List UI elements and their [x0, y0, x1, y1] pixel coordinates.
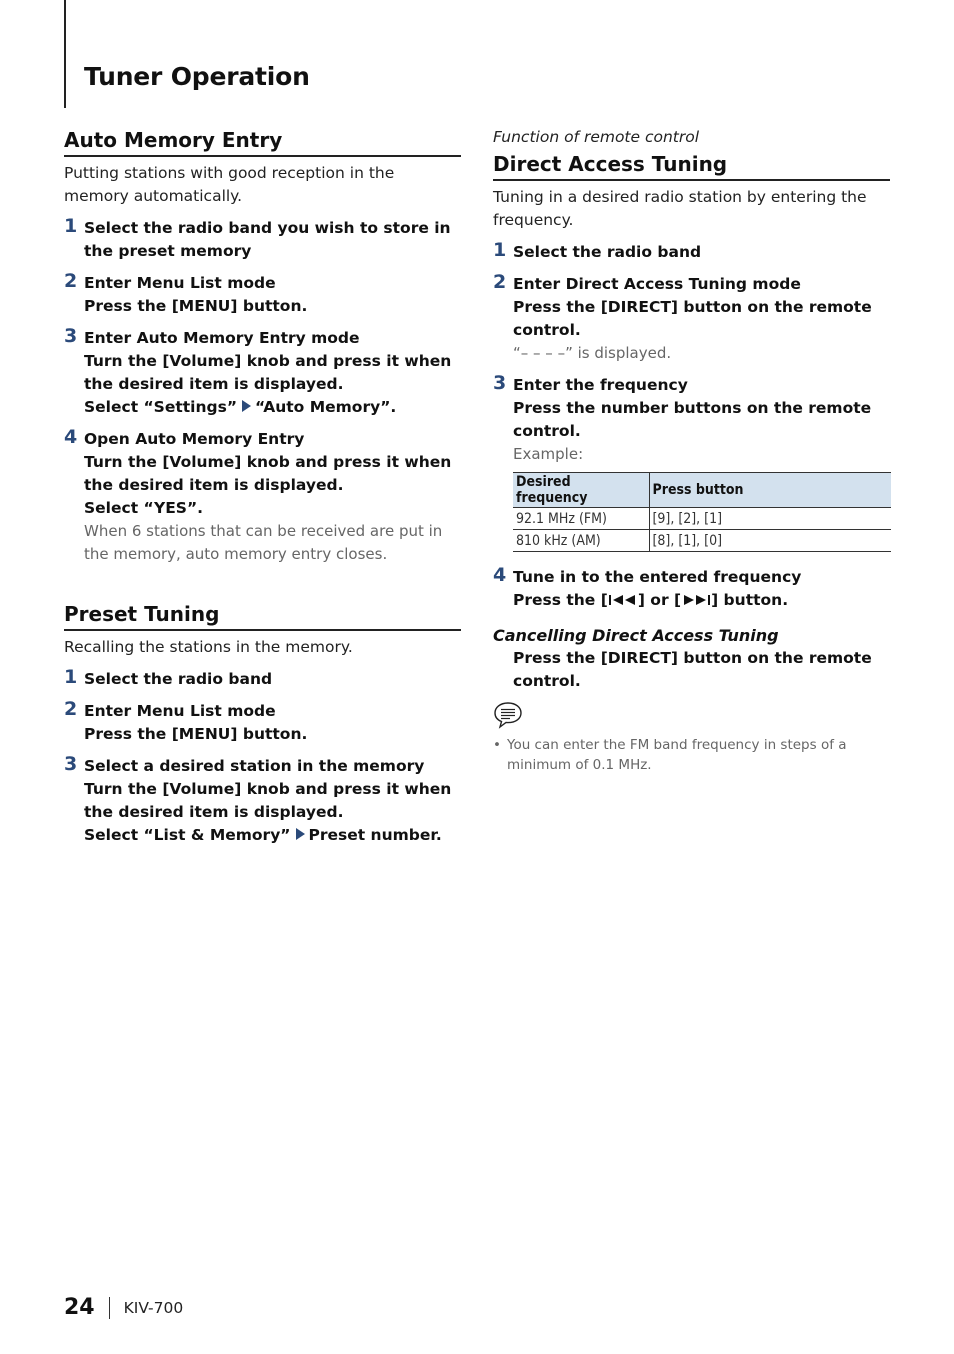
- select-path-start: Select “Settings”: [84, 398, 238, 416]
- chevron-right-icon: [242, 400, 251, 412]
- bullet-dot: •: [493, 737, 501, 753]
- step-heading: Enter Menu List mode: [84, 274, 276, 292]
- section-intro: Tuning in a desired radio station by entering the frequency.: [493, 188, 867, 229]
- step-heading: Open Auto Memory Entry: [84, 430, 305, 448]
- step-number: 1: [64, 666, 78, 688]
- section-title-auto-memory: Auto Memory Entry: [64, 126, 461, 157]
- step-note: Example:: [513, 445, 584, 463]
- step-number: 1: [493, 239, 507, 261]
- step: [493, 566, 890, 612]
- step: [493, 374, 890, 552]
- step-number: 3: [64, 753, 78, 775]
- select-path-end: Preset number.: [308, 826, 442, 844]
- step-heading: Enter the frequency: [513, 376, 688, 394]
- section-title-direct-access: Direct Access Tuning: [493, 150, 890, 181]
- right-column: [493, 126, 890, 775]
- step-number: 2: [64, 698, 78, 720]
- table-cell: [8], [1], [0]: [649, 530, 891, 552]
- table-cell: 810 kHz (AM): [513, 530, 649, 552]
- note-bullet: [493, 735, 890, 775]
- previous-track-icon: [608, 594, 638, 606]
- step-instruction: Turn the [Volume] knob and press it when the desired item is displayed.: [84, 453, 452, 494]
- step-heading: Enter Direct Access Tuning mode: [513, 275, 801, 293]
- press-text-middle: ] or [: [637, 591, 682, 609]
- press-text-start: Press the [: [513, 591, 608, 609]
- header-rule: [64, 0, 66, 108]
- step-number: 2: [493, 271, 507, 293]
- left-column: [64, 126, 461, 847]
- step-heading: Tune in to the entered frequency: [513, 568, 802, 586]
- press-text-end: ] button.: [711, 591, 789, 609]
- section-title-preset-tuning: Preset Tuning: [64, 600, 461, 631]
- next-track-icon: [681, 594, 711, 606]
- table-cell: 92.1 MHz (FM): [513, 508, 649, 530]
- column-header: Press button: [649, 473, 891, 508]
- step-number: 4: [64, 426, 78, 448]
- step: [64, 700, 461, 746]
- step-number: 4: [493, 564, 507, 586]
- step: [64, 217, 461, 263]
- page-number: 24: [64, 1295, 95, 1320]
- step: [64, 668, 461, 691]
- step-number: 3: [64, 325, 78, 347]
- step-heading: Enter Auto Memory Entry mode: [84, 329, 360, 347]
- section-intro: Putting stations with good reception in the memory automatically.: [64, 164, 395, 205]
- step-instruction: Turn the [Volume] knob and press it when the desired item is displayed.: [84, 352, 452, 393]
- step-heading: Select the radio band: [513, 243, 702, 261]
- step-note: “– – – –” is displayed.: [513, 344, 672, 362]
- step-heading: Enter Menu List mode: [84, 702, 276, 720]
- step: [64, 272, 461, 318]
- step-select-path: [84, 396, 461, 419]
- select-path-start: Select “List & Memory”: [84, 826, 291, 844]
- note-text: You can enter the FM band frequency in steps of a minimum of 0.1 MHz.: [507, 737, 847, 773]
- step-heading: Select a desired station in the memory: [84, 757, 425, 775]
- step: [64, 755, 461, 847]
- step-note: When 6 stations that can be received are put in the memory, auto memory entry closes.: [84, 522, 443, 563]
- section-intro: Recalling the stations in the memory.: [64, 638, 353, 656]
- step: [64, 428, 461, 566]
- step-instruction: [513, 589, 890, 612]
- page-title: Tuner Operation: [84, 62, 310, 91]
- step-select-path: [84, 824, 461, 847]
- step-number: 3: [493, 372, 507, 394]
- table-row: [513, 508, 891, 530]
- step-number: 1: [64, 215, 78, 237]
- page-footer: [64, 1295, 183, 1320]
- model-name: KIV-700: [123, 1298, 184, 1317]
- select-path-end: “Auto Memory”.: [255, 398, 397, 416]
- step-instruction: Select “YES”.: [84, 499, 204, 517]
- step-instruction: Press the number buttons on the remote control.: [513, 399, 872, 440]
- table-row: [513, 530, 891, 552]
- table-cell: [9], [2], [1]: [649, 508, 891, 530]
- step: [493, 273, 890, 365]
- step-number: 2: [64, 270, 78, 292]
- step-instruction: Press the [MENU] button.: [84, 297, 308, 315]
- step-instruction: Press the [MENU] button.: [84, 725, 308, 743]
- frequency-example-table: [513, 472, 891, 552]
- column-header: Desired frequency: [513, 473, 649, 508]
- step-instruction: Press the [DIRECT] button on the remote control.: [513, 298, 872, 339]
- step: [493, 241, 890, 264]
- step: [64, 327, 461, 419]
- step-heading: Select the radio band: [84, 670, 273, 688]
- chevron-right-icon: [296, 828, 305, 840]
- cancel-heading: Cancelling Direct Access Tuning: [493, 626, 779, 645]
- step-instruction: Turn the [Volume] knob and press it when the desired item is displayed.: [84, 780, 452, 821]
- footer-divider: [109, 1297, 110, 1319]
- remote-function-caption: Function of remote control: [493, 128, 700, 146]
- cancel-instruction: Press the [DIRECT] button on the remote control.: [513, 649, 872, 690]
- note-icon: [493, 701, 523, 729]
- table-header-row: [513, 473, 891, 508]
- step-heading: Select the radio band you wish to store in the preset memory: [84, 219, 451, 260]
